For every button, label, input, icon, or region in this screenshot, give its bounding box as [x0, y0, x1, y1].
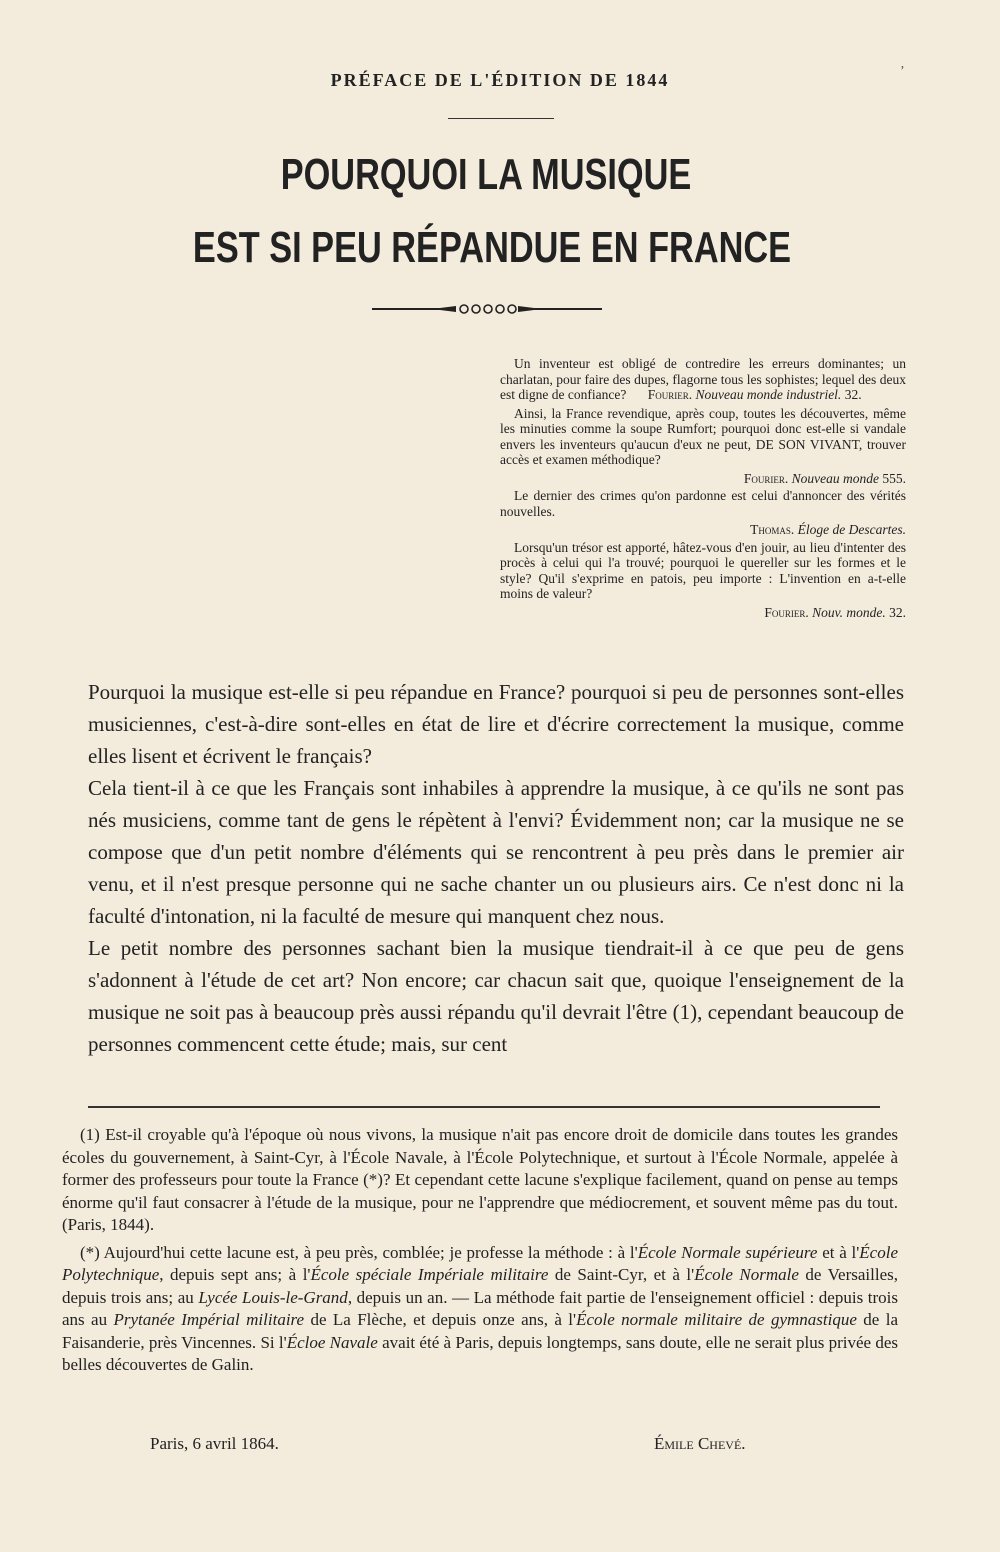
running-head: PRÉFACE DE L'ÉDITION DE 1844: [330, 70, 670, 90]
epigraph-source: Fourier. Nouveau monde industriel. 32.: [647, 387, 862, 402]
signature-name: Émile Chevé.: [654, 1434, 746, 1453]
epigraph-source: Fourier. Nouveau monde 555.: [743, 470, 906, 486]
epigraph-1: [500, 356, 906, 403]
footnote-1: (1) Est-il croyable qu'à l'époque où nous vivons, la musique n'ait pas encore droit de domicile dans toutes les grandes écoles du gouvernement, à Saint-Cyr, à l'École Navale, à l'École Polytechnique, et surtout à l'École Normale, appelée à former des professeurs pour toute la France (*)? Et cependant cette lacune s'explique facilement, quand on pense au temps énorme qu'il faut consacrer à l'étude de la musique, pour ne l'apprendre que médiocrement, et souvent même pas du tout. (Paris, 1844).: [62, 1125, 898, 1234]
epigraph-text: Un inventeur est obligé de contredire les erreurs dominantes; un charlatan, pour faire des dupes, flagorne tous les sophistes; lequel des deux est digne de confiance?: [500, 356, 906, 402]
signature-date: Paris, 6 avril 1864.: [150, 1434, 279, 1453]
footnote-2: (*) Aujourd'hui cette lacune est, à peu près, comblée; je professe la méthode : à l'École Normale supérieure et à l'École Polytechnique, depuis sept ans; à l'École spéciale Impériale militaire de Saint-Cyr, et à l'École Normale de Versailles, depuis trois ans; au Lycée Louis-le-Grand, depuis un an. — La méthode fait partie de l'enseignement officiel : depuis trois ans au Prytanée Impérial militaire de La Flèche, et depuis onze ans, à l'École normale militaire de gymnastique de la Faisanderie, près Vincennes. Si l'Écloe Navale avait été à Paris, depuis longtemps, sans doute, elle ne serait plus privée des belles découvertes de Galin.: [62, 1242, 898, 1374]
page-mark: ʼ: [900, 64, 905, 79]
epigraph-source: Thomas. Éloge de Descartes.: [750, 522, 906, 537]
footnote-rule: [88, 1106, 880, 1108]
epigraph-2: Ainsi, la France revendique, après coup, toutes les découvertes, même les minuties comme la soupe Rumfort; pourquoi donc est-elle si vandale envers les inventeurs qu'aucun d'eux ne peut, DE SON VIVANT, trouver accès et examen méthodique?: [500, 405, 906, 467]
body-paragraph-2: Cela tient-il à ce que les Français sont inhabiles à apprendre la musique, à ce qu'ils ne sont pas nés musiciens, comme tant de gens le répètent à l'envi? Évidemment non; car la musique ne se compose que d'un petit nombre d'éléments qui se rencontrent à peu près dans le premier air venu, et il n'est presque personne qui ne sache chanter un ou plusieurs airs. Ce n'est donc ni la faculté d'intonation, ni la faculté de mesure qui manquent chez nous.: [88, 776, 904, 928]
ornament-divider: [372, 301, 602, 317]
epigraph-3: Le dernier des crimes qu'on pardonne est celui d'annoncer des vérités nouvelles.: [500, 488, 906, 519]
body-text: [88, 676, 904, 1060]
body-paragraph-3: Le petit nombre des personnes sachant bien la musique tiendrait-il à ce que peu de gens s'adonnent à l'étude de cet art? Non encore; car chacun sait que, quoique l'enseignement de la musique ne soit pas à beaucoup près aussi répandu qu'il devrait l'être (1), cependant beaucoup de personnes commencent cette étude; mais, sur cent: [88, 936, 904, 1056]
epigraph-4: Lorsqu'un trésor est apporté, hâtez-vous d'en jouir, au lieu d'intenter des procès à celui qui l'a trouvé; pourquoi le quereller sur les formes et le style? Qu'il s'exprime en patois, peu importe : L'invention en a-t-elle moins de valeur?: [500, 539, 906, 601]
head-rule: [448, 118, 554, 119]
body-paragraph-1: Pourquoi la musique est-elle si peu répandue en France? pourquoi si peu de personnes sont-elles musiciennes, c'est-à-dire sont-elles en état de lire et d'écrire correctement la musique, comme elles lisent et écrivent le français?: [88, 680, 904, 768]
title-line-1: POURQUOI LA MUSIQUE: [280, 150, 692, 199]
epigraph-source: Fourier. Nouv. monde. 32.: [764, 604, 906, 620]
footnotes: [62, 1124, 898, 1382]
epigraphs: [500, 356, 906, 622]
title-line-2: EST SI PEU RÉPANDUE EN FRANCE: [192, 223, 792, 272]
